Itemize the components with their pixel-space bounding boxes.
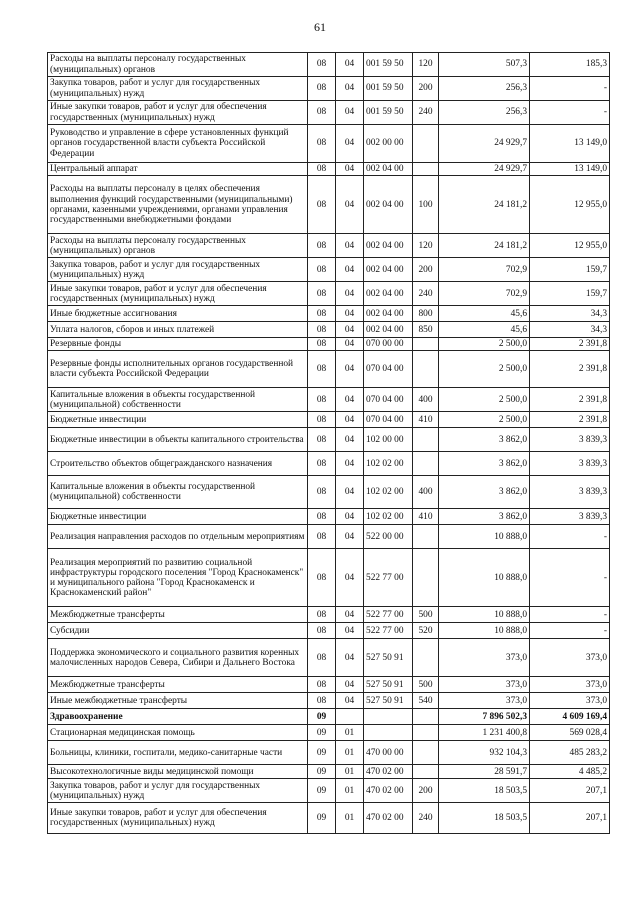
amount-executed: - <box>530 607 610 623</box>
target-article-code: 002 04 00 <box>364 163 413 176</box>
section-code: 08 <box>308 525 336 549</box>
expense-type-code <box>413 428 439 452</box>
target-article-code: 001 59 50 <box>364 53 413 77</box>
section-code: 08 <box>308 322 336 338</box>
amount-planned: 10 888,0 <box>439 549 530 607</box>
amount-planned: 10 888,0 <box>439 607 530 623</box>
amount-executed: 159,7 <box>530 282 610 306</box>
item-name: Субсидии <box>48 623 308 639</box>
section-code: 08 <box>308 176 336 234</box>
section-code: 08 <box>308 234 336 258</box>
target-article-code: 522 77 00 <box>364 607 413 623</box>
amount-planned: 256,3 <box>439 77 530 101</box>
amount-planned: 18 503,5 <box>439 803 530 834</box>
amount-executed: 185,3 <box>530 53 610 77</box>
expense-type-code <box>413 639 439 677</box>
amount-planned: 24 929,7 <box>439 163 530 176</box>
table-row <box>48 525 610 549</box>
target-article-code: 001 59 50 <box>364 77 413 101</box>
amount-executed: 13 149,0 <box>530 163 610 176</box>
item-name: Резервные фонды <box>48 338 308 351</box>
table-row <box>48 725 610 741</box>
section-code: 08 <box>308 677 336 693</box>
item-name: Иные закупки товаров, работ и услуг для обеспечения государственных (муниципальных) нужд <box>48 101 308 125</box>
subsection-code: 04 <box>336 452 364 476</box>
expense-type-code <box>413 452 439 476</box>
table-row <box>48 412 610 428</box>
target-article-code: 070 00 00 <box>364 338 413 351</box>
amount-planned: 3 862,0 <box>439 476 530 509</box>
amount-executed: 3 839,3 <box>530 452 610 476</box>
target-article-code: 102 02 00 <box>364 452 413 476</box>
subsection-code: 01 <box>336 803 364 834</box>
subsection-code: 04 <box>336 322 364 338</box>
amount-executed: 373,0 <box>530 677 610 693</box>
table-row <box>48 779 610 803</box>
table-row <box>48 282 610 306</box>
table-row <box>48 623 610 639</box>
expense-type-code: 200 <box>413 258 439 282</box>
target-article-code: 102 02 00 <box>364 509 413 525</box>
table-row <box>48 176 610 234</box>
expense-type-code: 410 <box>413 412 439 428</box>
table-row <box>48 639 610 677</box>
table-row <box>48 306 610 322</box>
subsection-code: 04 <box>336 125 364 163</box>
expense-type-code <box>413 125 439 163</box>
target-article-code: 470 02 00 <box>364 765 413 779</box>
amount-planned: 702,9 <box>439 258 530 282</box>
table-row <box>48 452 610 476</box>
subsection-code: 04 <box>336 282 364 306</box>
amount-planned: 2 500,0 <box>439 412 530 428</box>
subsection-code <box>336 709 364 725</box>
amount-executed: 2 391,8 <box>530 338 610 351</box>
amount-executed: 12 955,0 <box>530 176 610 234</box>
section-code: 09 <box>308 765 336 779</box>
item-name: Строительство объектов общегражданского назначения <box>48 452 308 476</box>
subsection-code: 04 <box>336 623 364 639</box>
target-article-code: 470 00 00 <box>364 741 413 765</box>
amount-executed: 373,0 <box>530 639 610 677</box>
amount-planned: 3 862,0 <box>439 509 530 525</box>
subsection-code: 04 <box>336 476 364 509</box>
section-code: 08 <box>308 101 336 125</box>
amount-planned: 2 500,0 <box>439 338 530 351</box>
amount-planned: 7 896 502,3 <box>439 709 530 725</box>
expense-type-code <box>413 338 439 351</box>
target-article-code: 070 04 00 <box>364 351 413 388</box>
target-article-code: 002 04 00 <box>364 176 413 234</box>
section-code: 09 <box>308 779 336 803</box>
section-code: 08 <box>308 412 336 428</box>
amount-planned: 28 591,7 <box>439 765 530 779</box>
section-code: 08 <box>308 549 336 607</box>
section-code: 08 <box>308 693 336 709</box>
subsection-code: 04 <box>336 338 364 351</box>
subsection-code: 04 <box>336 607 364 623</box>
item-name: Бюджетные инвестиции в объекты капитального строительства <box>48 428 308 452</box>
section-code: 09 <box>308 803 336 834</box>
table-row <box>48 693 610 709</box>
amount-planned: 45,6 <box>439 322 530 338</box>
section-code: 08 <box>308 509 336 525</box>
amount-planned: 373,0 <box>439 677 530 693</box>
subsection-code: 04 <box>336 525 364 549</box>
amount-executed: 207,1 <box>530 803 610 834</box>
target-article-code: 002 04 00 <box>364 306 413 322</box>
expense-type-code: 540 <box>413 693 439 709</box>
table-row <box>48 549 610 607</box>
amount-executed: 159,7 <box>530 258 610 282</box>
subsection-code: 04 <box>336 428 364 452</box>
expense-type-code <box>413 549 439 607</box>
target-article-code: 470 02 00 <box>364 803 413 834</box>
item-name: Капитальные вложения в объекты государственной (муниципальной) собственности <box>48 388 308 412</box>
target-article-code: 002 04 00 <box>364 258 413 282</box>
amount-executed: - <box>530 623 610 639</box>
amount-executed: 13 149,0 <box>530 125 610 163</box>
section-code: 08 <box>308 306 336 322</box>
subsection-code: 04 <box>336 388 364 412</box>
section-code: 08 <box>308 163 336 176</box>
section-code: 08 <box>308 639 336 677</box>
expense-type-code: 120 <box>413 234 439 258</box>
expense-type-code: 240 <box>413 282 439 306</box>
subsection-code: 04 <box>336 639 364 677</box>
item-name: Высокотехнологичные виды медицинской помощи <box>48 765 308 779</box>
table-row <box>48 338 610 351</box>
section-code: 08 <box>308 476 336 509</box>
item-name: Центральный аппарат <box>48 163 308 176</box>
table-row <box>48 741 610 765</box>
subsection-code: 04 <box>336 163 364 176</box>
amount-executed: - <box>530 549 610 607</box>
table-row <box>48 53 610 77</box>
target-article-code: 527 50 91 <box>364 693 413 709</box>
amount-executed: 12 955,0 <box>530 234 610 258</box>
section-code: 08 <box>308 351 336 388</box>
expense-type-code <box>413 709 439 725</box>
amount-executed: 2 391,8 <box>530 388 610 412</box>
subsection-code: 04 <box>336 509 364 525</box>
expense-type-code: 500 <box>413 607 439 623</box>
expense-type-code: 800 <box>413 306 439 322</box>
expense-type-code: 120 <box>413 53 439 77</box>
item-name: Уплата налогов, сборов и иных платежей <box>48 322 308 338</box>
item-name: Реализация мероприятий по развитию социальной инфраструктуры городского поселения "Город Краснокаменск" и муниципального района "Город Краснокаменск и Краснокаменский район" <box>48 549 308 607</box>
subsection-code: 04 <box>336 258 364 282</box>
table-row <box>48 677 610 693</box>
amount-planned: 702,9 <box>439 282 530 306</box>
amount-planned: 18 503,5 <box>439 779 530 803</box>
amount-executed: 2 391,8 <box>530 412 610 428</box>
subsection-code: 04 <box>336 77 364 101</box>
table-row <box>48 428 610 452</box>
amount-planned: 2 500,0 <box>439 388 530 412</box>
subsection-code: 04 <box>336 693 364 709</box>
amount-executed: - <box>530 77 610 101</box>
section-code: 08 <box>308 388 336 412</box>
item-name: Закупка товаров, работ и услуг для государственных (муниципальных) нужд <box>48 258 308 282</box>
table-row <box>48 765 610 779</box>
section-code: 09 <box>308 741 336 765</box>
amount-planned: 507,3 <box>439 53 530 77</box>
target-article-code: 102 02 00 <box>364 476 413 509</box>
target-article-code <box>364 725 413 741</box>
item-name: Больницы, клиники, госпитали, медико-санитарные части <box>48 741 308 765</box>
item-name: Закупка товаров, работ и услуг для государственных (муниципальных) нужд <box>48 779 308 803</box>
table-row <box>48 125 610 163</box>
amount-executed: 3 839,3 <box>530 428 610 452</box>
item-name: Поддержка экономического и социального развития коренных малочисленных народов Севера, Сибири и Дальнего Востока <box>48 639 308 677</box>
target-article-code: 522 77 00 <box>364 623 413 639</box>
expense-type-code <box>413 741 439 765</box>
target-article-code: 070 04 00 <box>364 412 413 428</box>
amount-planned: 45,6 <box>439 306 530 322</box>
amount-executed: 34,3 <box>530 306 610 322</box>
section-code: 08 <box>308 623 336 639</box>
expense-type-code: 400 <box>413 476 439 509</box>
amount-planned: 373,0 <box>439 693 530 709</box>
table-row <box>48 388 610 412</box>
item-name: Иные бюджетные ассигнования <box>48 306 308 322</box>
expense-type-code: 520 <box>413 623 439 639</box>
amount-planned: 3 862,0 <box>439 428 530 452</box>
amount-executed: 4 609 169,4 <box>530 709 610 725</box>
item-name: Расходы на выплаты персоналу в целях обеспечения выполнения функций государственными (муниципальными) органами, казенными учреждениями, органами управления государственными внебюджетными фондами <box>48 176 308 234</box>
amount-planned: 24 181,2 <box>439 176 530 234</box>
subsection-code: 01 <box>336 741 364 765</box>
target-article-code: 002 04 00 <box>364 282 413 306</box>
expense-type-code: 850 <box>413 322 439 338</box>
target-article-code <box>364 709 413 725</box>
section-code: 08 <box>308 452 336 476</box>
amount-planned: 24 181,2 <box>439 234 530 258</box>
item-name: Расходы на выплаты персоналу государственных (муниципальных) органов <box>48 53 308 77</box>
table-row <box>48 509 610 525</box>
target-article-code: 002 04 00 <box>364 234 413 258</box>
subsection-code: 01 <box>336 765 364 779</box>
expense-type-code: 100 <box>413 176 439 234</box>
amount-planned: 256,3 <box>439 101 530 125</box>
subsection-code: 04 <box>336 351 364 388</box>
amount-planned: 24 929,7 <box>439 125 530 163</box>
target-article-code: 527 50 91 <box>364 677 413 693</box>
subsection-code: 04 <box>336 53 364 77</box>
target-article-code: 470 02 00 <box>364 779 413 803</box>
section-code: 08 <box>308 338 336 351</box>
section-code: 08 <box>308 607 336 623</box>
expense-type-code: 500 <box>413 677 439 693</box>
table-row <box>48 163 610 176</box>
item-name: Межбюджетные трансферты <box>48 677 308 693</box>
table-row <box>48 351 610 388</box>
amount-executed: 34,3 <box>530 322 610 338</box>
expense-type-code <box>413 525 439 549</box>
item-name: Расходы на выплаты персоналу государственных (муниципальных) органов <box>48 234 308 258</box>
amount-planned: 932 104,3 <box>439 741 530 765</box>
section-code: 09 <box>308 709 336 725</box>
target-article-code: 527 50 91 <box>364 639 413 677</box>
amount-planned: 3 862,0 <box>439 452 530 476</box>
item-name: Здравоохранение <box>48 709 308 725</box>
subsection-code: 04 <box>336 306 364 322</box>
item-name: Капитальные вложения в объекты государственной (муниципальной) собственности <box>48 476 308 509</box>
budget-table-body <box>48 53 610 834</box>
section-code: 08 <box>308 428 336 452</box>
expense-type-code: 200 <box>413 77 439 101</box>
amount-executed: 207,1 <box>530 779 610 803</box>
expense-type-code <box>413 725 439 741</box>
item-name: Закупка товаров, работ и услуг для государственных (муниципальных) нужд <box>48 77 308 101</box>
amount-executed: - <box>530 101 610 125</box>
item-name: Иные межбюджетные трансферты <box>48 693 308 709</box>
subsection-code: 04 <box>336 677 364 693</box>
target-article-code: 102 00 00 <box>364 428 413 452</box>
budget-table <box>47 52 610 834</box>
subsection-code: 04 <box>336 101 364 125</box>
table-row <box>48 77 610 101</box>
expense-type-code <box>413 351 439 388</box>
section-code: 08 <box>308 77 336 101</box>
item-name: Иные закупки товаров, работ и услуг для обеспечения государственных (муниципальных) нужд <box>48 803 308 834</box>
item-name: Иные закупки товаров, работ и услуг для обеспечения государственных (муниципальных) нужд <box>48 282 308 306</box>
item-name: Резервные фонды исполнительных органов государственной власти субъекта Российской Федерации <box>48 351 308 388</box>
amount-executed: 4 485,2 <box>530 765 610 779</box>
table-row <box>48 607 610 623</box>
expense-type-code: 240 <box>413 101 439 125</box>
section-code: 08 <box>308 258 336 282</box>
amount-planned: 1 231 400,8 <box>439 725 530 741</box>
table-row <box>48 258 610 282</box>
expense-type-code <box>413 163 439 176</box>
item-name: Бюджетные инвестиции <box>48 412 308 428</box>
section-code: 08 <box>308 53 336 77</box>
subsection-code: 01 <box>336 725 364 741</box>
target-article-code: 522 77 00 <box>364 549 413 607</box>
item-name: Реализация направления расходов по отдельным мероприятиям <box>48 525 308 549</box>
amount-executed: 485 283,2 <box>530 741 610 765</box>
item-name: Межбюджетные трансферты <box>48 607 308 623</box>
amount-executed: 569 028,4 <box>530 725 610 741</box>
target-article-code: 001 59 50 <box>364 101 413 125</box>
amount-executed: 2 391,8 <box>530 351 610 388</box>
table-row <box>48 101 610 125</box>
subsection-code: 04 <box>336 176 364 234</box>
item-name: Руководство и управление в сфере установленных функций органов государственной власти субъекта Российской Федерации <box>48 125 308 163</box>
expense-type-code: 240 <box>413 803 439 834</box>
table-row <box>48 709 610 725</box>
expense-type-code: 410 <box>413 509 439 525</box>
expense-type-code: 400 <box>413 388 439 412</box>
subsection-code: 01 <box>336 779 364 803</box>
subsection-code: 04 <box>336 412 364 428</box>
target-article-code: 522 00 00 <box>364 525 413 549</box>
subsection-code: 04 <box>336 549 364 607</box>
target-article-code: 002 04 00 <box>364 322 413 338</box>
target-article-code: 002 00 00 <box>364 125 413 163</box>
amount-executed: 3 839,3 <box>530 509 610 525</box>
target-article-code: 070 04 00 <box>364 388 413 412</box>
expense-type-code <box>413 765 439 779</box>
table-row <box>48 803 610 834</box>
amount-executed: - <box>530 525 610 549</box>
page-number: 61 <box>314 20 326 34</box>
amount-executed: 373,0 <box>530 693 610 709</box>
amount-planned: 10 888,0 <box>439 525 530 549</box>
item-name: Стационарная медицинская помощь <box>48 725 308 741</box>
table-row <box>48 476 610 509</box>
table-row <box>48 322 610 338</box>
amount-executed: 3 839,3 <box>530 476 610 509</box>
section-code: 08 <box>308 125 336 163</box>
amount-planned: 2 500,0 <box>439 351 530 388</box>
section-code: 08 <box>308 282 336 306</box>
subsection-code: 04 <box>336 234 364 258</box>
table-row <box>48 234 610 258</box>
section-code: 09 <box>308 725 336 741</box>
amount-planned: 373,0 <box>439 639 530 677</box>
item-name: Бюджетные инвестиции <box>48 509 308 525</box>
amount-planned: 10 888,0 <box>439 623 530 639</box>
expense-type-code: 200 <box>413 779 439 803</box>
